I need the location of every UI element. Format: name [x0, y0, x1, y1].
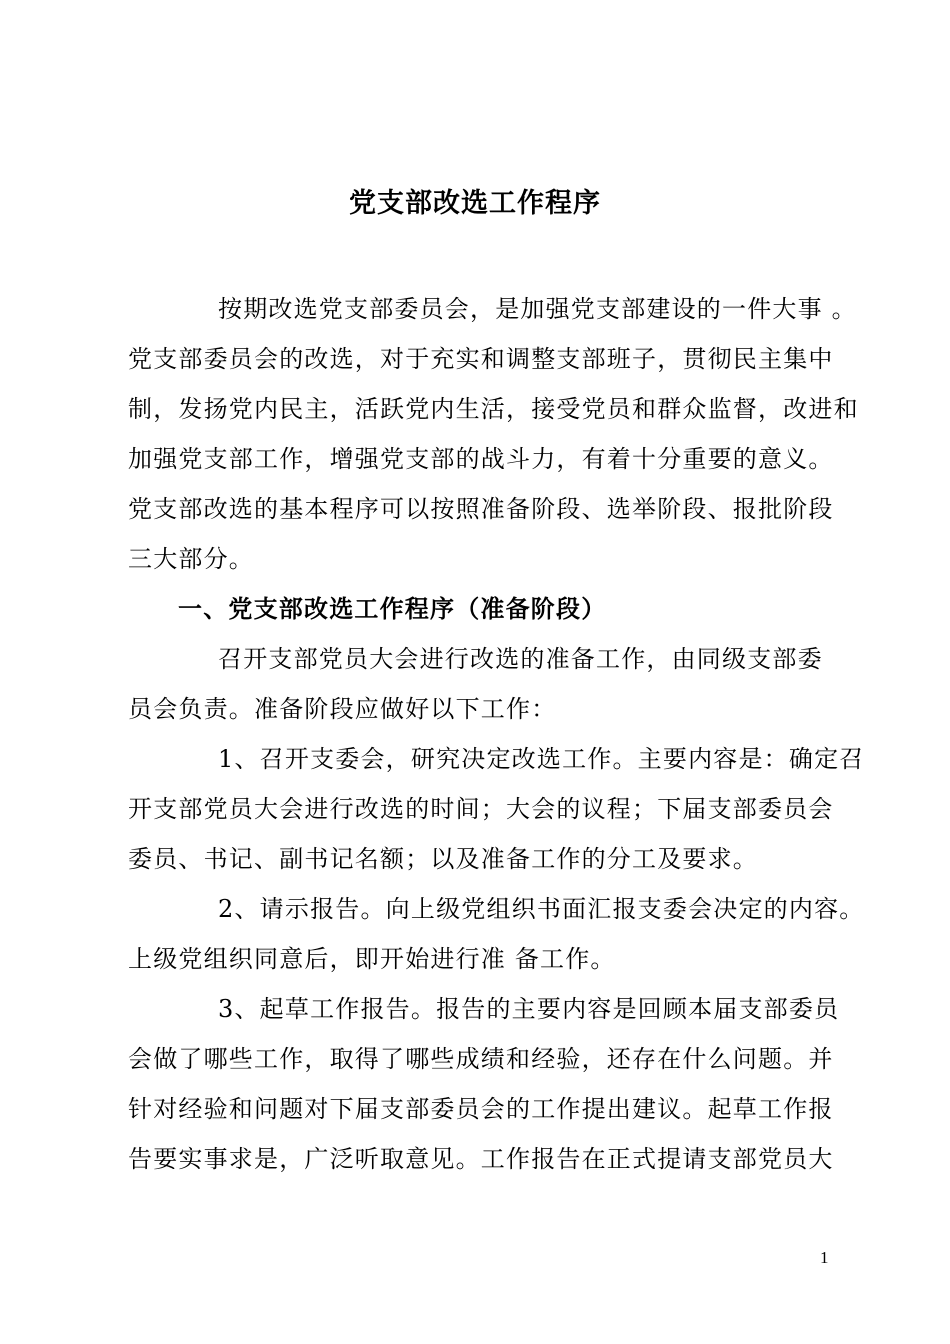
list-item-line: 上级党组织同意后，即开始进行准 备工作。	[128, 945, 616, 973]
list-item-line: 2、请示报告。向上级党组织书面汇报支委会决定的内容。	[218, 895, 865, 923]
paragraph-line: 加强党支部工作，增强党支部的战斗力，有着十分重要的意义。	[128, 445, 834, 473]
list-item-line: 3、起草工作报告。报告的主要内容是回顾本届支部委员	[218, 995, 840, 1023]
paragraph-line: 三大部分。	[128, 545, 254, 573]
list-item-line: 开支部党员大会进行改选的时间；大会的议程；下届支部委员会	[128, 795, 834, 823]
list-item-line: 会做了哪些工作，取得了哪些成绩和经验，还存在什么问题。并	[128, 1045, 834, 1073]
document-title: 党支部改选工作程序	[349, 188, 601, 219]
list-item-line: 1、召开支委会，研究决定改选工作。主要内容是：确定召	[218, 745, 865, 773]
section-heading: 一、党支部改选工作程序（准备阶段）	[178, 594, 607, 623]
paragraph-line: 召开支部党员大会进行改选的准备工作，由同级支部委	[218, 645, 823, 673]
list-item-line: 委员、书记、副书记名额；以及准备工作的分工及要求。	[128, 845, 758, 873]
list-item-line: 告要实事求是，广泛听取意见。工作报告在正式提请支部党员大	[128, 1145, 834, 1173]
paragraph-line: 党支部改选的基本程序可以按照准备阶段、选举阶段、报批阶段	[128, 495, 834, 523]
list-item-line: 针对经验和问题对下届支部委员会的工作提出建议。起草工作报	[128, 1095, 834, 1123]
page-number: 1	[820, 1248, 829, 1267]
paragraph-line: 按期改选党支部委员会，是加强党支部建设的一件大事 。	[218, 295, 857, 323]
paragraph-line: 党支部委员会的改选，对于充实和调整支部班子，贯彻民主集中	[128, 345, 834, 373]
document-body	[128, 284, 865, 1184]
paragraph-line: 制，发扬党内民主，活跃党内生活，接受党员和群众监督，改进和	[128, 395, 859, 423]
paragraph-line: 员会负责。准备阶段应做好以下工作：	[128, 695, 557, 723]
